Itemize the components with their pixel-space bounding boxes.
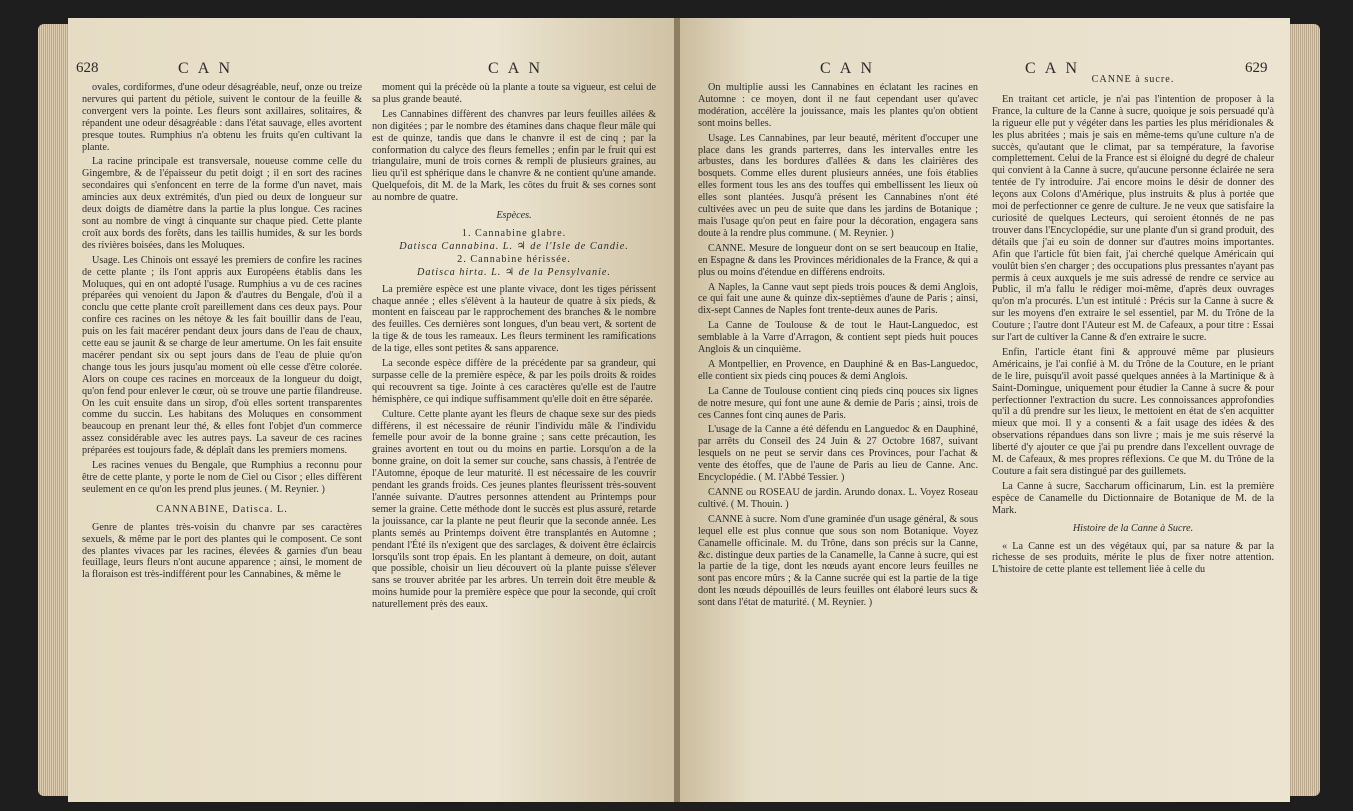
species-line: 1. Cannabine glabre. <box>461 227 567 239</box>
paragraph: Les racines venues du Bengale, que Rumphius a reconnu pour être de cette plante, y porte le nom de Ciel ou Cisor ; elles diffèrent seulement en ce qu'on les prend plus jeunes. ( M. Reynier. ) <box>82 460 362 495</box>
paragraph: Usage. Les Chinois ont essayé les premiers de confire les racines de cette plante ; ils l'ont appris aux Européens établis dans les Moluques, qui en ont adopté l'usage. Rumphius a vu de ces racines préparées qui venoient du Japon & d'autres du Bengale, d'où il a conclu que cette plante croît pareillement dans ces deux pays. Pour confire ces racines on les nétoye & les fait bouillir dans de l'eau, puis on les fait macérer pendant deux jours dans de l'eau de chaux, cette eau se jaunit & se charge de leur amertume. On les fait ensuite macérer pendant six ou sept jours dans de l'eau de pluie qu'on change tous les jours jusqu'au moment où elle cesse d'être colorée. Alors on coupe ces racines en morceaux de la longueur du doigt, qu'on fend pour enlever le cœur, où se trouve une partie filandreuse. On les cuit ensuite dans un sirop, d'où elles sortent transparentes comme du succin. Les habitans des Moluques en consomment beaucoup en prenant leur thé, & elles font l'objet d'un commerce assez considérable avec les autres pays. La saveur de ces racines préparées est toujours fade, & déplaît dans les premiers momens. <box>82 254 362 457</box>
page-number: 629 <box>1245 60 1268 76</box>
open-book <box>38 18 1320 802</box>
paragraph: Les Cannabines diffèrent des chanvres par leurs feuilles ailées & non digitées ; par le nombre des étamines dans chaque fleur mâle qui est de quinze, tandis que dans le chanvre il est de cinq ; par la conformation du calyce des fleurs femelles ; enfin par le fruit qui est triangulaire, muni de trois cornes & rempli de plusieurs graines, au lieu qu'il est sphérique dans le chanvre & ne contient qu'une amande. Quelquefois, dit M. de la Mark, les côtes du fruit & ses cornes sont au nombre de quatre. <box>372 108 656 204</box>
section-heading: Espèces. <box>496 210 532 222</box>
paragraph: CANNE. Mesure de longueur dont on se sert beaucoup en Italie, en Espagne & dans les Provinces méridionales de la France, & qui a plus ou moins d'étendue en différens endroits. <box>698 242 978 278</box>
paragraph: Enfin, l'article étant fini & approuvé même par plusieurs Américains, je l'ai confié à M. du Trône de la Couture, en le priant de le lire, puisqu'il avoit passé quelques années à la Martinique & à Saint-Domingue, uniquement pour étudier la Canne à sucre & pour perfectionner l'extraction du sucre. Les connoissances approfondies qu'il a dû prendre sur les lieux, le mettoient en état de s'en acquitter mieux que moi. Il y a consenti & a fait usage des idées & des observations répandues dans son livre ; mais je me suis réservé la liberté d'y ajouter ce que j'ai pu prendre dans l'excellent ouvrage de M. de Cafeaux, & mes propres réflexions. Ce que M. du Trône de la Couture a fait sera distingué par des guillemets. <box>992 346 1274 477</box>
text-column-1 <box>698 82 978 612</box>
text-column-2 <box>992 70 1274 579</box>
paragraph: « La Canne est un des végétaux qui, par sa nature & par la richesse de ses produits, mérite le plus de fixer notre attention. L'histoire de cette plante est tellement liée à celle du <box>992 540 1274 576</box>
paragraph: Genre de plantes très-voisin du chanvre par ses caractères sexuels, & même par le port des plantes qui le composent. Ce sont des plantes vivaces par les racines, élevées & garnies d'un beau feuillage, leurs fleurs n'ont aucune apparence ; ainsi, le moment de la floraison est très-indifférent pour les Cannabines, & même le <box>82 521 362 581</box>
page-number: 628 <box>76 60 99 76</box>
species-line: Datisca hirta. L. ♃ de la Pensylvanie. <box>417 266 611 278</box>
left-page <box>68 18 678 802</box>
paragraph: En traitant cet article, je n'ai pas l'intention de proposer à la France, la culture de la Canne à sucre, quoique je sois persuadé qu'à la rigueur elle put y végéter dans les parties les plus méridionales & les plus abritées ; mais je sais en même-tems qu'une culture n'a de succès, qu'autant que le climat, par sa température, la favorise complettement. Celui de la France est si éloigné du degré de chaleur qui convient à la Canne à sucre, qu'aucune personne éclairée ne sera tentée de l'y introduire. J'ai encore moins le désir de donner des leçons aux Colons d'Amérique, plus instruits & plus à portée que moi de perfectionner ce genre de culture. Je ne veux que satisfaire la curiosité de quelques Lecteurs, qui seroient étonnés de ne pas trouver dans l'Encyclopédie, sur une plante d'un si grand produit, des détails que j'ai eu soin de donner sur d'autres moins importantes. Afin que l'article fût bien fait, j'ai cherché quelque Américain qui voulût bien s'en charger ; des occupations plus pressantes n'ayant pas permis à ceux auxquels je me suis adressé de rendre ce service au Public, il m'a fallu le rédiger moi-même, d'après deux ouvrages qu'on m'a procurés. L'un est intitulé : Précis sur la Canne à sucre & sur les moyens d'en extraire le sel essentiel, par M. du Trône de la Couture ; l'autre dont l'Auteur est M. de Cafeaux, a pour titre : Essai sur l'art de cultiver la Canne & d'en extraire le sucre. <box>992 93 1274 344</box>
running-head: C A N <box>488 60 544 77</box>
paragraph: La première espèce est une plante vivace, dont les tiges périssent chaque année ; elles s'élèvent à la hauteur de quatre à six pieds, & montent en faisceau par le rapprochement des branches & le nombre des feuilles. Ces dernières sont longues, d'un beau vert, & sortent de la tige & de tous les rameaux. Les fleurs terminent les ramifications de la tige, elles sont petites & sans apparence. <box>372 283 656 355</box>
entry-heading: CANNE à sucre. <box>1091 74 1175 85</box>
running-head: C A N <box>178 60 234 77</box>
right-page <box>680 18 1290 802</box>
paragraph: Culture. Cette plante ayant les fleurs de chaque sexe sur des pieds différens, il est nécessaire de réunir l'individu mâle & l'individu femelle pour avoir de la bonne graine ; sans cette précaution, les graines avortent en tout ou du moins en partie. Lorsqu'on a de la bonne graine, on doit la semer sur couche, sans chassis, à l'entrée de l'Automne, époque de leur maturité. Il est nécessaire de les couvrir pendant les grands froids. Ces jeunes plantes fleurissent très-souvent l'année suivante. D'autres personnes attendent au Printemps pour semer la graine. Cette méthode dont le succès est plus assuré, retarde la jouissance, car la plante ne peut fleurir que la seconde année. Les plants semés au Printemps doivent être transplantés en Automne ; pendant l'Été ils n'exigent que des sarclages, & doivent être éclaircis lorsqu'ils sont trop épais. En les plantant à demeure, on doit, autant que possible, choisir un lieu découvert où la plante puisse s'élever sans se trouver abritée par les arbres. Un terrein doit être meuble & moins humide pour la première espèce que pour la seconde, qui croît naturellement près des eaux. <box>372 408 656 611</box>
paragraph: La seconde espèce diffère de la précédente par sa grandeur, qui surpasse celle de la première espèce, & par les poils droits & roides qui recouvrent sa tige. Jointe à ces caractères qu'elle est de l'autre hémisphère, ce qui indique suffisamment qu'elle doit en être séparée. <box>372 358 656 405</box>
species-line: Datisca Cannabina. L. ♃ de l'Isle de Candie. <box>399 240 629 252</box>
section-heading: Histoire de la Canne à Sucre. <box>1072 522 1194 534</box>
paragraph: La racine principale est transversale, noueuse comme celle du Gingembre, & de l'épaisseur du petit doigt ; il en sort des racines secondaires qui s'enfoncent en terre de la forme d'un navet, mais amincies aux deux extrémités, d'un pied ou deux de longueur sur deux doigts de diamètre dans la partie la plus longue. Ces racines sont au nombre de vingt à cinquante sur chaque pied. Cette plante croît aux bords des forêts, dans les taillis humides, & sur les bords des rivières boisées, dans les Moluques. <box>82 156 362 251</box>
paragraph: La Canne de Toulouse contient cinq pieds cinq pouces six lignes de notre mesure, qui font une aune & demie de Paris ; ainsi, trois de ces Cannes font cinq aunes de Paris. <box>698 385 978 421</box>
running-head: C A N <box>1025 60 1081 77</box>
paragraph: CANNE ou ROSEAU de jardin. Arundo donax. L. Voyez Roseau cultivé. ( M. Thouin. ) <box>698 487 978 510</box>
text-column-1 <box>82 82 362 584</box>
paragraph: Usage. Les Cannabines, par leur beauté, méritent d'occuper une place dans les grands parterres, dans les intervalles entre les arbustes, dans les bordures d'allées & dans les clairières des bosquets. Comme elles durent plusieurs années, une fois établies elles forment tous les ans des touffes qui embellissent les lieux où elles sont plantées. Jusqu'à présent les Cannabines n'ont été cultivées avec un peu de suite que dans les jardins de Botanique ; mais l'usage qu'on peut en faire pour la décoration, engagera sans doute à la rendre plus commune. ( M. Reynier. ) <box>698 132 978 239</box>
paragraph: L'usage de la Canne a été défendu en Languedoc & en Dauphiné, par arrêts du Conseil des 24 Juin & 27 Octobre 1687, suivant lesquels on ne peut se servir dans ces Provinces, pour l'achat & vente des étoffes, que de l'aune de Paris au lieu de Canne. Anc. Encyclopédie. ( M. l'Abbé Tessier. ) <box>698 424 978 484</box>
entry-heading: CANNABINE, Datisca. L. <box>156 503 288 515</box>
paragraph: CANNE à sucre. Nom d'une graminée d'un usage général, & sous lequel elle est plus connue que sous son nom Botanique. Voyez Canamelle officinale. M. du Trône, dans son précis sur la Canne, &c. distingue deux parties de la Canamelle, la Canne à sucre, qui est la partie de la tige, dont les nœuds ayant encore leurs feuilles ne sont pas encore mûrs ; & la Canne sucrée qui est la partie de la tige dont les nœuds dépouillés de leurs feuilles ont élaboré leurs sucs & sont dans l'état de maturité. ( M. Reynier. ) <box>698 513 978 609</box>
paragraph: La Canne à sucre, Saccharum officinarum, Lin. est la première espèce de Canamelle du Dictionnaire de Botanique de M. de la Mark. <box>992 480 1274 516</box>
text-column-2 <box>372 82 656 614</box>
paragraph: ovales, cordiformes, d'une odeur désagréable, neuf, onze ou treize nervures qui partent du pétiole, suivent le contour de la feuille & convergent vers la pointe. Les fleurs sont axillaires, solitaires, & répandent une odeur désagréable : dans l'état sauvage, elles avortent presque toutes. Rumphius n'a obtenu les fruits qu'en cultivant la plante. <box>82 82 362 153</box>
paragraph: moment qui la précède où la plante a toute sa vigueur, est celui de sa plus grande beauté. <box>372 82 656 105</box>
paragraph: La Canne de Toulouse & de tout le Haut-Languedoc, est semblable à la Varre d'Arragon, & contient sept pieds huit pouces Anglois & un cinquième. <box>698 320 978 356</box>
page-edges-left <box>38 24 68 796</box>
running-head: C A N <box>820 60 876 77</box>
paragraph: On multiplie aussi les Cannabines en éclatant les racines en Automne : ce moyen, dont il ne faut cependant user qu'avec modération, accélère la jouissance, mais les plantes qu'on obtient sont moins belles. <box>698 82 978 129</box>
paragraph: A Montpellier, en Provence, en Dauphiné & en Bas-Languedoc, elle contient six pieds cinq pouces & demi Anglois. <box>698 358 978 382</box>
species-line: 2. Cannabine hérissée. <box>457 253 571 265</box>
paragraph: A Naples, la Canne vaut sept pieds trois pouces & demi Anglois, ce qui fait une aune & quinze dix-septièmes d'aune de Paris ; ainsi, dix-sept Cannes de Naples font trente-deux aunes de Paris. <box>698 281 978 317</box>
page-edges-right <box>1290 24 1320 796</box>
